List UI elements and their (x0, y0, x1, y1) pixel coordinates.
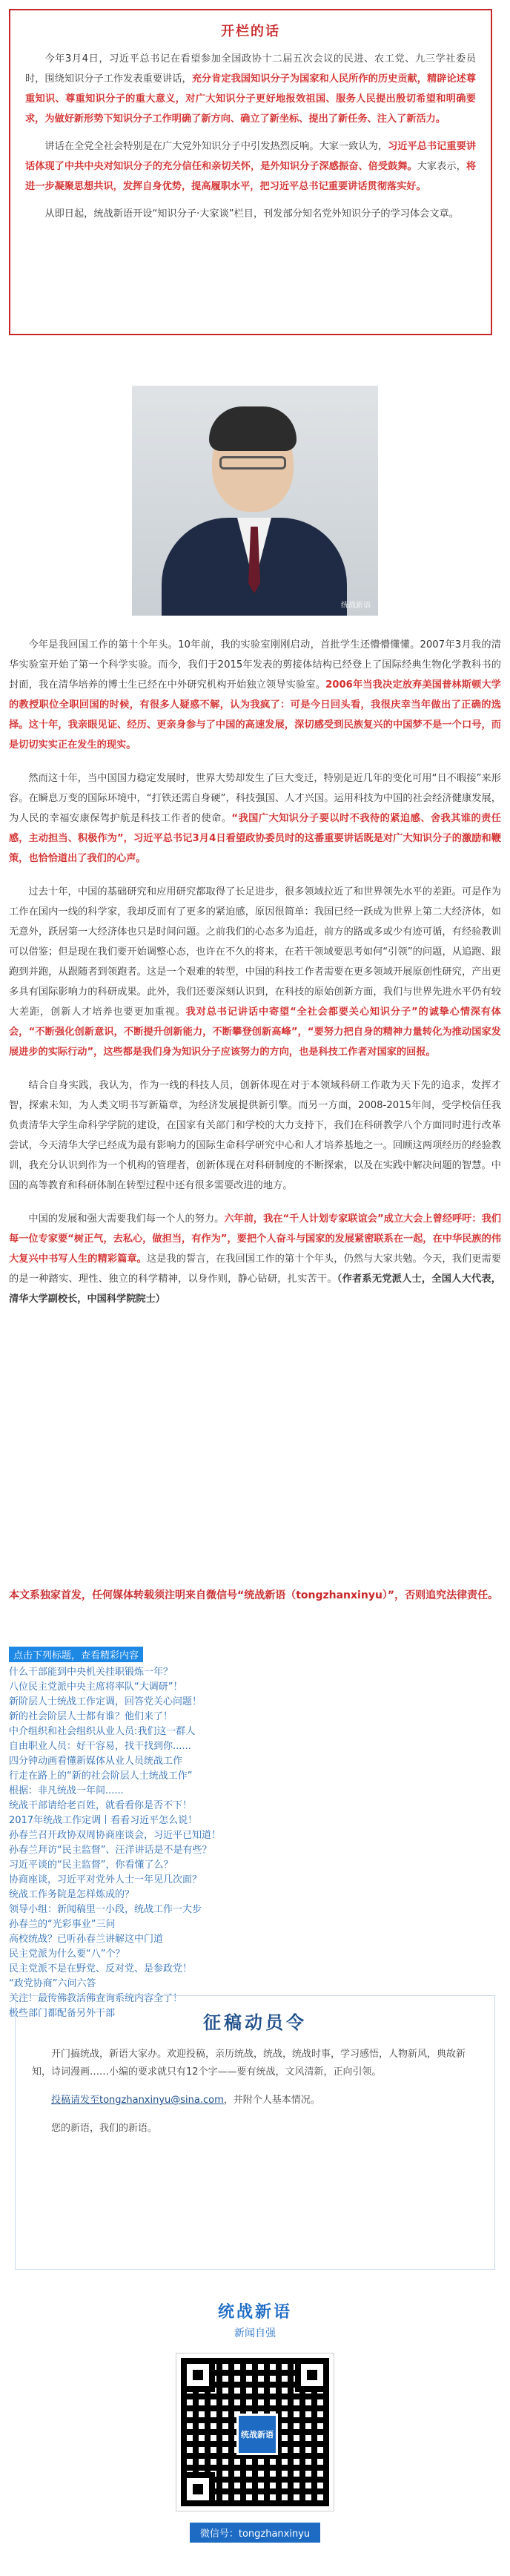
wechat-id-badge: 微信号：tongzhanxinyu (190, 2523, 320, 2543)
related-link[interactable]: 极些部门都配备另外干部 (9, 2008, 116, 2019)
brand-name: 统战新语 (217, 2303, 292, 2322)
article-paragraph-1: 今年是我回国工作的第十个年头。10年前，我的实验室刚刚启动，首批学生还懵懵懂懂。2007年3月我的清华实验室开始了第一个科学实验。而今，我们于2015年发表的剪接体结构已经登上了国际经典生物化学教科书的封面，我在清华培养的博士生已经在中外研究机构开始独立领导实验室。2006年当我决定放弃美国普林斯顿大学的教授职位全职回国的时候，有很多人疑惑不解，认为我疯了：可是今日回头看，我很庆幸当年做出了正确的选择。这十年，我亲眼见证、经历、更亲身参与了中国的高速发展，深切感受到民族复兴的中国梦不是一个口号，而是切切实实正在发生的现实。 (9, 639, 501, 751)
related-link[interactable]: 八位民主党派中央主席将率队“大调研”！ (9, 1681, 183, 1693)
related-link[interactable]: 孙春兰拜访“民主监督”、汪洋讲话是不是有些？ (9, 1845, 212, 1856)
related-link[interactable]: 统战工作务院是怎样炼成的？ (9, 1889, 135, 1900)
intro-title: 开栏的话 (221, 24, 280, 39)
solicit-paragraph-2: 投稿请发至tongzhanxinyu@sina.com，并附个人基本情况。 (51, 2095, 320, 2106)
related-link[interactable]: 孙春兰召开政协双周协商座谈会，习近平已知道！ (9, 1830, 222, 1841)
article-paragraph-2: 然而这十年，当中国国力稳定发展时，世界大势却发生了巨大变迁，特别是近几年的变化可用“日不暇接”来形容。在瞬息万变的国际环境中，“打铁还需自身硬”，科技强国、人才兴国。运用科技为中国的社会经济健康发展，为人民的幸福安康保驾护航是科技工作者的使命。“我国广大知识分子要以时不我待的紧迫感、舍我其谁的责任感，主动担当、积极作为”，习近平总书记3月4日看望政协委员时的这番重要讲话既是对广大知识分子的激励和鞭策，也恰恰道出了我们的心声。 (9, 773, 501, 864)
related-link[interactable]: 中介组织和社会组织从业人员:我们这一群人 (9, 1726, 196, 1737)
related-links (9, 1647, 501, 2021)
related-link[interactable]: 自由职业人员：好干容易，找干找到你...... (9, 1741, 191, 1752)
related-link[interactable]: 根据：非凡统战一年间...... (9, 1785, 124, 1796)
related-link[interactable]: 民主党派不是在野党、反对党、是参政党！ (9, 1963, 193, 1974)
intro-paragraph-1: 今年3月4日，习近平总书记在看望参加全国政协十二届五次会议的民进、农工党、九三学社委员时，围绕知识分子工作发表重要讲话，充分肯定我国知识分子为国家和人民所作的历史贡献，精辟论述尊重知识、尊重知识分子的重大意义，对广大知识分子更好地报效祖国、服务人民提出殷切希望和明确要求，为做好新形势下知识分子工作明确了新方向、确立了新坐标、提出了新任务、注入了新活力。 (25, 53, 477, 125)
qr-finder-icon (181, 2358, 215, 2392)
related-link[interactable]: 行走在路上的“新的社会阶层人士统战工作” (9, 1770, 193, 1782)
qr-finder-icon (181, 2472, 215, 2506)
qr-code (176, 2353, 334, 2511)
copyright-notice: 本文系独家首发，任何媒体转载须注明来自微信号“统战新语（tongzhanxinyu）”，否则追究法律责任。 (9, 1590, 499, 1601)
article-paragraph-4: 结合自身实践，我认为，作为一线的科技人员，创新体现在对于本领域科研工作敢为天下先的追求，发挥才智，探索未知，为人类文明书写新篇章，为经济发展提供新引擎。而另一方面，2008-2015年间，受学校信任我负责清华大学生命科学学院的建设，在国家有关部门和学校的大力支持下，我们在科研教学八个方面同时进行改革尝试，今天清华大学已经成为最有影响力的国际生命科学研究中心和人才培养基地之一。回顾这两项经历的经验教训，我充分认识到作为一个机构的管理者，创新体现在对科研制度的不断探索，以及在实践中解决问题的智慧。中国的高等教育和科研体制在转型过程中还有很多需要改进的地方。 (9, 1080, 501, 1191)
brand-slogan: 新闻自强 (234, 2328, 276, 2339)
qr-logo: 统战新语 (236, 2414, 278, 2455)
related-link[interactable]: 领导小组：新闻稿里一小段，统战工作一大步 (9, 1904, 202, 1915)
related-link[interactable]: 什么干部能到中央机关挂职锻炼一年？ (9, 1667, 173, 1678)
photo-credit: 统战新语 (341, 602, 371, 610)
solicit-paragraph-1: 开门搞统战，新语大家办。欢迎投稿，亲历统战，统战，统战时事，学习感悟，人物新风，典故新知，诗词漫画……小编的要求就只有12个字——要有统战，文风清新，正向引领。 (32, 2049, 466, 2078)
article-paragraph-3: 过去十年，中国的基础研究和应用研究都取得了长足进步，很多领域拉近了和世界领先水平的差距。可是作为工作在国内一线的科学家，我却反而有了更多的紧迫感，原因很简单：我国已经一跃成为世界上第二大经济体，如无意外，跃居第一大经济体也只是时间问题。之前我们的心态多为追赶，前方的路或多或少有迹可循，有经验教训可以借鉴；但是现在我们要开始调整心态，也许在不久的将来，在若干领域要思考如何“引领”的问题，从追跑、跟跑到并跑，从跟随者到领跑者。这是一个艰难的转型，中国的科技工作者需要在更多领域开展原创性研究，产出更多具有国际影响力的科研成果。此外，我们还要深刻认识到，在科技的原始创新方面，我们与世界先进水平仍有较大差距，创新人才培养也要更加重视。我对总书记讲话中寄望“全社会都要关心知识分子”的诚挚心情深有体会，“不断强化创新意识，不断提升创新能力，不断攀登创新高峰”，“要努力把自身的精神力量转化为推动国家发展进步的实际行动”，这些都是我们身为知识分子应该努力的方向，也是科技工作者对国家的回报。 (9, 886, 501, 1058)
author-portrait (132, 386, 378, 616)
related-link[interactable]: 协商座谈，习近平对党外人士一年见几次面？ (9, 1874, 202, 1885)
related-link[interactable]: 2017年统战工作定调丨看看习近平怎么说！ (9, 1815, 198, 1826)
call-for-submissions (15, 1995, 495, 2270)
related-link[interactable]: 孙春兰的“光彩事业”三问 (9, 1919, 116, 1930)
related-link[interactable]: 习近平谈的“民主监督”，你看懂了么？ (9, 1859, 173, 1871)
footer (0, 2299, 510, 2543)
qr-finder-icon (295, 2358, 329, 2392)
intro-paragraph-3: 从即日起，统战新语开设“知识分子·大家谈”栏目，刊发部分知名党外知识分子的学习体会文章。 (44, 208, 459, 220)
related-link[interactable]: 新的社会阶层人士都有谁？他们来了！ (9, 1711, 173, 1722)
related-link[interactable]: “政党协商”六问六答 (9, 1978, 96, 1989)
article-paragraph-5: 中国的发展和强大需要我们每一个人的努力。六年前，我在“千人计划专家联谊会”成立大会上曾经呼吁：我们每一位专家要“树正气，去私心，做担当，有作为”，要把个人奋斗与国家的发展紧密联系在一起，在中华民族的伟大复兴中书写人生的精彩篇章。这是我的誓言，在我回国工作的第十个年头，仍然与大家共勉。今天，我们更需要的是一种踏实、理性、独立的科学精神，以身作则，静心钻研，扎实苦干。（作者系无党派人士，全国人大代表，清华大学副校长，中国科学院院士） (9, 1213, 502, 1305)
related-link[interactable]: 四分钟动画看懂新媒体从业人员统战工作 (9, 1756, 183, 1767)
related-link[interactable]: 统战干部请给老百姓，就看看你是否不下！ (9, 1800, 193, 1811)
related-links-header: 点击下列标题，查看精彩内容 (9, 1647, 143, 1662)
related-link[interactable]: 关注！最传佛教活佛查询系统内容全了！ (9, 1993, 183, 2004)
solicit-paragraph-3: 您的新语，我们的新语。 (51, 2123, 158, 2134)
related-link[interactable]: 民主党派为什么要“八”个？ (9, 1949, 125, 1960)
column-intro-box (9, 9, 492, 335)
article-body (9, 635, 501, 1322)
related-link[interactable]: 新阶层人士统战工作定调，回答党关心问题！ (9, 1696, 202, 1707)
intro-paragraph-2: 讲话在全党全社会特别是在广大党外知识分子中引发热烈反响。大家一致认为，习近平总书记重要讲话体现了中共中央对知识分子的充分信任和亲切关怀，是外知识分子深感振奋、倍受鼓舞。大家表示，将进一步凝聚思想共识，发挥自身优势，提高履职水平，把习近平总书记重要讲话贯彻落实好。 (25, 141, 477, 192)
submission-email-link[interactable]: 投稿请发至tongzhanxinyu@sina.com (51, 2095, 224, 2106)
related-link[interactable]: 高校统战？已听孙春兰讲解这中门道 (9, 1934, 164, 1945)
related-links-list (9, 1665, 501, 2021)
solicit-title: 征稿动员令 (203, 2012, 307, 2033)
